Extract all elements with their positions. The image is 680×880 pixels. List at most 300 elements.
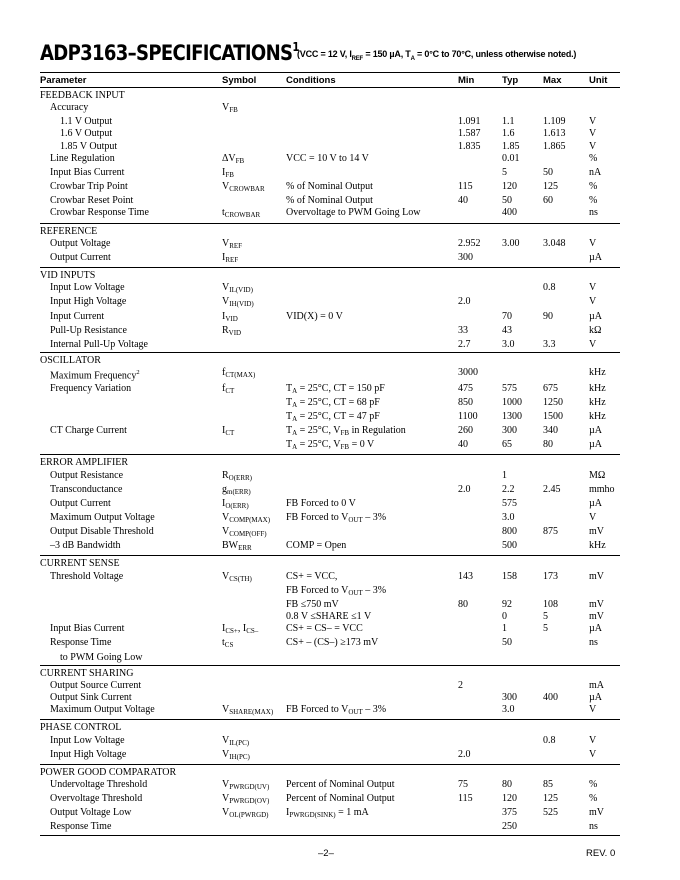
parameter-text: FEEDBACK INPUT	[40, 90, 125, 101]
parameter-cell	[40, 512, 222, 526]
symbol-cell	[222, 128, 286, 140]
typ-cell: 400	[502, 207, 543, 223]
min-cell: 2.0	[458, 296, 471, 308]
table-row	[40, 252, 620, 268]
parameter-text: Output Disable Threshold	[50, 526, 154, 538]
symbol-cell	[222, 195, 286, 207]
parameter-text: Crowbar Response Time	[50, 207, 149, 219]
symbol-text: I	[222, 166, 226, 178]
typ-cell: 2.2	[502, 483, 515, 495]
unit-cell: V	[589, 128, 597, 140]
unit-cell	[589, 720, 620, 735]
unit-cell: MΩ	[589, 469, 606, 481]
table-row	[40, 807, 620, 821]
symbol-cell	[222, 484, 286, 498]
unit-cell: %	[589, 195, 598, 207]
min-cell: 2.7	[458, 339, 502, 353]
min-cell	[458, 352, 502, 367]
condition-text: FB Forced to 0 V	[286, 497, 356, 509]
max-cell: 5	[543, 611, 548, 623]
table-row	[40, 735, 620, 749]
condition-text: Percent of Nominal Output	[286, 778, 395, 790]
parameter-text: Accuracy	[50, 102, 89, 114]
max-cell	[543, 512, 589, 526]
typ-cell: 375	[502, 807, 517, 819]
min-cell	[458, 512, 502, 526]
symbol-subscript: REF	[229, 241, 243, 250]
parameter-text: Input Low Voltage	[50, 734, 125, 746]
unit-cell: µA	[589, 497, 602, 509]
symbol-cell	[222, 498, 286, 512]
max-cell	[543, 652, 589, 666]
max-cell: 108	[543, 598, 558, 610]
symbol-cell	[222, 665, 286, 680]
min-cell	[458, 692, 502, 704]
symbol-subscript: IH(PC)	[229, 752, 250, 761]
typ-cell: 0.01	[502, 152, 520, 164]
unit-cell: nA	[589, 166, 602, 178]
parameter-cell	[40, 296, 222, 310]
symbol-cell	[222, 793, 286, 807]
parameter-text: Frequency Variation	[50, 382, 132, 394]
table-row	[40, 749, 620, 765]
parameter-cell	[40, 599, 222, 611]
symbol-text: f	[222, 367, 226, 379]
max-cell	[543, 764, 589, 779]
typ-cell: 300	[502, 692, 517, 704]
symbol-text: R	[222, 469, 229, 481]
symbol-cell	[222, 779, 286, 793]
unit-cell: V	[589, 237, 597, 249]
max-cell	[543, 540, 589, 556]
parameter-cell	[40, 339, 222, 353]
symbol-cell	[222, 764, 286, 779]
min-cell	[458, 207, 502, 223]
symbol-text: I	[222, 251, 226, 263]
max-cell	[543, 153, 589, 167]
unit-cell	[589, 268, 620, 283]
symbol-subscript: FB	[229, 106, 238, 115]
unit-cell: mA	[589, 679, 604, 691]
symbol-cell	[222, 167, 286, 181]
unit-cell: mV	[589, 526, 604, 538]
condition-text: Percent of Nominal Output	[286, 793, 395, 805]
typ-cell: 70	[502, 310, 512, 322]
symbol-cell	[222, 720, 286, 735]
unit-cell: V	[589, 140, 597, 152]
unit-cell: µA	[589, 692, 602, 704]
symbol-text: I	[222, 425, 226, 437]
table-row	[40, 623, 620, 637]
min-cell: 115	[458, 793, 473, 805]
condition-subscript: A	[292, 400, 298, 409]
unit-cell: µA	[589, 252, 620, 268]
table-row	[40, 680, 620, 692]
symbol-cell	[222, 455, 286, 470]
symbol-text: V	[222, 237, 230, 249]
condition-text: FB ≤750 mV	[286, 598, 339, 610]
unit-cell: V	[589, 749, 620, 765]
typ-cell: 80	[502, 778, 512, 790]
symbol-cell	[222, 367, 286, 382]
conditions-cell	[286, 735, 458, 749]
parameter-text: Output Resistance	[50, 469, 124, 481]
symbol-subscript: m(ERR)	[227, 487, 251, 496]
symbol-subscript: SHARE(MAX)	[229, 708, 274, 717]
symbol-text: g	[222, 483, 227, 495]
symbol-cell	[222, 311, 286, 325]
typ-cell: 3.0	[502, 339, 543, 353]
symbol-text: BW	[222, 540, 239, 552]
test-conditions-text: = 150 µA, T	[363, 49, 411, 60]
conditions-cell	[286, 793, 458, 807]
symbol-text: t	[222, 207, 225, 219]
condition-text: T	[286, 425, 293, 437]
column-header-min: Min	[458, 73, 502, 88]
symbol-text: V	[222, 102, 230, 114]
symbol-cell	[222, 268, 286, 283]
table-row	[40, 116, 620, 128]
condition-text: VID(X) = 0 V	[286, 310, 343, 322]
section-title	[40, 556, 222, 571]
conditions-cell	[286, 720, 458, 735]
parameter-cell	[40, 749, 222, 765]
symbol-text: , I	[237, 623, 247, 635]
min-cell	[458, 102, 502, 116]
max-cell: 125	[543, 181, 558, 193]
parameter-cell	[40, 821, 222, 835]
parameter-text: Output Voltage Low	[50, 807, 132, 819]
conditions-cell	[286, 585, 458, 599]
symbol-text: V	[222, 778, 230, 790]
max-cell: 340	[543, 425, 558, 437]
conditions-cell	[286, 282, 458, 296]
min-cell	[458, 498, 502, 512]
symbol-cell	[222, 637, 286, 651]
symbol-text: V	[222, 526, 230, 538]
parameter-cell	[40, 153, 222, 167]
conditions-cell	[286, 102, 458, 116]
section-title	[40, 352, 222, 367]
section-header-row	[40, 764, 620, 779]
parameter-cell	[40, 704, 222, 720]
min-cell	[458, 807, 502, 821]
unit-cell: mV	[589, 807, 604, 819]
table-row	[40, 397, 620, 411]
unit-cell	[589, 665, 620, 680]
min-cell: 850	[458, 396, 473, 408]
parameter-cell	[40, 652, 222, 666]
parameter-text: Output Voltage	[50, 237, 111, 249]
max-cell: 1.109	[543, 116, 566, 128]
max-cell: 90	[543, 310, 553, 322]
parameter-text: Output Current	[50, 497, 111, 509]
unit-cell: %	[589, 793, 598, 805]
max-cell	[543, 296, 589, 310]
symbol-cell	[222, 807, 286, 821]
parameter-cell	[40, 367, 222, 382]
typ-cell: 1	[502, 623, 507, 635]
unit-cell: µA	[589, 439, 620, 455]
symbol-cell	[222, 623, 286, 637]
conditions-cell	[286, 540, 458, 556]
parameter-cell	[40, 779, 222, 793]
min-cell	[458, 764, 502, 779]
symbol-subscript: CS+	[225, 627, 238, 636]
table-row	[40, 692, 620, 704]
typ-cell	[502, 252, 543, 268]
table-row	[40, 526, 620, 540]
table-row	[40, 181, 620, 195]
max-cell: 0.8	[543, 734, 556, 746]
symbol-cell	[222, 181, 286, 195]
specifications-table	[40, 72, 620, 836]
max-cell	[543, 749, 589, 765]
min-cell: 2.0	[458, 749, 502, 765]
conditions-cell	[286, 599, 458, 611]
min-cell	[458, 652, 502, 666]
unit-cell: mmho	[589, 483, 615, 495]
unit-cell	[589, 764, 620, 779]
parameter-cell	[40, 611, 222, 623]
parameter-text: Output Current	[50, 251, 111, 263]
condition-text: = 25°C, CT = 47 pF	[297, 410, 380, 422]
condition-text: CS+ – (CS–) ≥173 mV	[286, 637, 379, 649]
typ-cell	[502, 455, 543, 470]
condition-text: = 25°C, V	[297, 439, 341, 451]
symbol-subscript: O(ERR)	[228, 473, 253, 482]
symbol-subscript: IH(VID)	[229, 300, 254, 309]
table-body	[40, 88, 620, 836]
unit-cell: ns	[589, 821, 620, 835]
conditions-cell	[286, 207, 458, 223]
unit-cell: kΩ	[589, 324, 602, 336]
max-cell	[543, 498, 589, 512]
section-header-row	[40, 720, 620, 735]
symbol-subscript: CS–	[246, 627, 259, 636]
typ-cell	[502, 88, 543, 103]
parameter-text: Input Bias Current	[50, 623, 125, 635]
condition-text: FB Forced to V	[286, 704, 349, 716]
table-row	[40, 141, 620, 153]
table-row	[40, 637, 620, 651]
table-row	[40, 599, 620, 611]
min-cell	[458, 540, 502, 556]
parameter-text: Input High Voltage	[50, 748, 127, 760]
max-cell: 80	[543, 439, 589, 455]
condition-subscript: A	[292, 429, 298, 438]
conditions-cell	[286, 807, 458, 821]
table-header	[40, 73, 620, 88]
max-cell: 0.8	[543, 282, 556, 294]
min-cell: 2.0	[458, 483, 471, 495]
unit-cell: %	[589, 181, 598, 193]
conditions-cell	[286, 311, 458, 325]
max-cell: 1250	[543, 396, 563, 408]
typ-cell: 1000	[502, 396, 522, 408]
symbol-cell	[222, 141, 286, 153]
symbol-text: ΔV	[222, 152, 236, 164]
typ-cell	[502, 367, 543, 382]
typ-cell: 1	[502, 469, 507, 481]
symbol-cell	[222, 102, 286, 116]
symbol-text: V	[222, 181, 230, 193]
parameter-text: Input Bias Current	[50, 166, 125, 178]
typ-cell: 120	[502, 793, 517, 805]
symbol-subscript: PWRGD(UV)	[229, 782, 270, 791]
condition-subscript: A	[292, 443, 298, 452]
typ-cell	[502, 296, 543, 310]
column-header-unit: Unit	[589, 73, 620, 88]
max-cell	[543, 102, 589, 116]
typ-cell	[502, 680, 543, 692]
min-cell	[458, 623, 502, 637]
parameter-text: Input High Voltage	[50, 296, 127, 308]
typ-cell: 3.00	[502, 237, 520, 249]
condition-subscript: FB	[340, 429, 350, 438]
max-cell	[543, 637, 589, 651]
conditions-cell	[286, 252, 458, 268]
conditions-cell	[286, 141, 458, 153]
column-header-max: Max	[543, 73, 589, 88]
typ-cell	[502, 764, 543, 779]
table-row	[40, 339, 620, 353]
conditions-cell	[286, 268, 458, 283]
max-cell	[543, 720, 589, 735]
symbol-subscript: PWRGD(OV)	[229, 797, 270, 806]
symbol-subscript: COMP(MAX)	[229, 516, 271, 525]
table-row	[40, 311, 620, 325]
min-cell: 80	[458, 598, 468, 610]
table-row	[40, 153, 620, 167]
conditions-cell	[286, 296, 458, 310]
unit-cell: ns	[589, 637, 598, 649]
typ-cell: 300	[502, 425, 517, 437]
parameter-text: Maximum Frequency	[50, 370, 137, 382]
max-cell	[543, 352, 589, 367]
conditions-cell	[286, 749, 458, 765]
symbol-cell	[222, 207, 286, 223]
parameter-text: 1.85 V Output	[60, 140, 118, 152]
parameter-cell	[40, 311, 222, 325]
max-cell	[543, 367, 589, 382]
max-cell	[543, 704, 589, 720]
parameter-cell	[40, 252, 222, 268]
condition-text: = 0 V	[349, 439, 375, 451]
conditions-cell	[286, 367, 458, 382]
conditions-cell	[286, 556, 458, 571]
symbol-cell	[222, 88, 286, 103]
parameter-text: POWER GOOD COMPARATOR	[40, 766, 177, 778]
symbol-subscript: FB	[225, 170, 234, 179]
conditions-cell	[286, 571, 458, 585]
symbol-subscript: CS(TH)	[229, 574, 252, 583]
typ-cell: 120	[502, 181, 517, 193]
condition-text: CS+ = VCC,	[286, 570, 338, 582]
symbol-cell	[222, 556, 286, 571]
parameter-cell	[40, 571, 222, 585]
parameter-text: 1.6 V Output	[60, 128, 113, 140]
typ-cell	[502, 223, 543, 238]
page-number: –2–	[318, 848, 334, 859]
parameter-text: Overvoltage Threshold	[50, 793, 143, 805]
unit-cell	[589, 455, 620, 470]
table-row	[40, 498, 620, 512]
condition-text: = 25°C, V	[297, 425, 341, 437]
unit-cell: V	[589, 339, 620, 353]
unit-cell: µA	[589, 425, 602, 437]
max-cell: 400	[543, 692, 558, 704]
symbol-cell	[222, 425, 286, 439]
unit-cell: mV	[589, 611, 604, 623]
typ-cell	[502, 556, 543, 571]
unit-cell	[589, 223, 620, 238]
condition-text: FB Forced to V	[286, 512, 349, 524]
parameter-text: Line Regulation	[50, 152, 115, 164]
condition-text: = 1 mA	[335, 807, 369, 819]
max-cell: 60	[543, 195, 553, 207]
parameter-cell	[40, 540, 222, 556]
parameter-cell	[40, 128, 222, 140]
symbol-cell	[222, 611, 286, 623]
typ-cell: 158	[502, 570, 517, 582]
parameter-text: VID INPUTS	[40, 270, 96, 282]
conditions-cell	[286, 680, 458, 692]
table-row	[40, 325, 620, 339]
conditions-cell	[286, 692, 458, 704]
min-cell	[458, 735, 502, 749]
conditions-cell	[286, 704, 458, 720]
min-cell	[458, 153, 502, 167]
max-cell: 1.613	[543, 128, 566, 140]
min-cell: 2.952	[458, 237, 481, 249]
max-cell: 1500	[543, 410, 563, 422]
symbol-cell	[222, 325, 286, 339]
min-cell: 115	[458, 181, 473, 193]
max-cell	[543, 665, 589, 680]
symbol-subscript: VID	[228, 328, 242, 337]
conditions-cell	[286, 325, 458, 339]
symbol-subscript: CT	[225, 386, 235, 395]
max-cell	[543, 88, 589, 103]
unit-cell: kHz	[589, 367, 606, 379]
max-cell: 875	[543, 526, 558, 538]
min-cell	[458, 223, 502, 238]
section-title	[40, 455, 222, 470]
conditions-cell	[286, 223, 458, 238]
parameter-text: –3 dB Bandwidth	[50, 540, 121, 552]
parameter-text: Output Source Current	[50, 679, 142, 691]
symbol-cell	[222, 821, 286, 835]
max-cell	[543, 556, 589, 571]
condition-text: FB Forced to V	[286, 584, 349, 596]
typ-cell: 800	[502, 526, 517, 538]
max-cell: 525	[543, 807, 558, 819]
section-header-row	[40, 268, 620, 283]
section-title	[40, 720, 222, 735]
title-row	[40, 30, 620, 64]
min-cell: 33	[458, 324, 468, 336]
unit-cell	[589, 585, 620, 599]
condition-text: T	[286, 396, 293, 408]
parameter-cell	[40, 383, 222, 397]
unit-cell: ns	[589, 207, 620, 223]
unit-cell: %	[589, 778, 598, 790]
typ-cell: 1.1	[502, 116, 515, 128]
conditions-cell	[286, 153, 458, 167]
condition-text: VCC = 10 V to 14 V	[286, 152, 369, 164]
typ-cell: 92	[502, 598, 512, 610]
